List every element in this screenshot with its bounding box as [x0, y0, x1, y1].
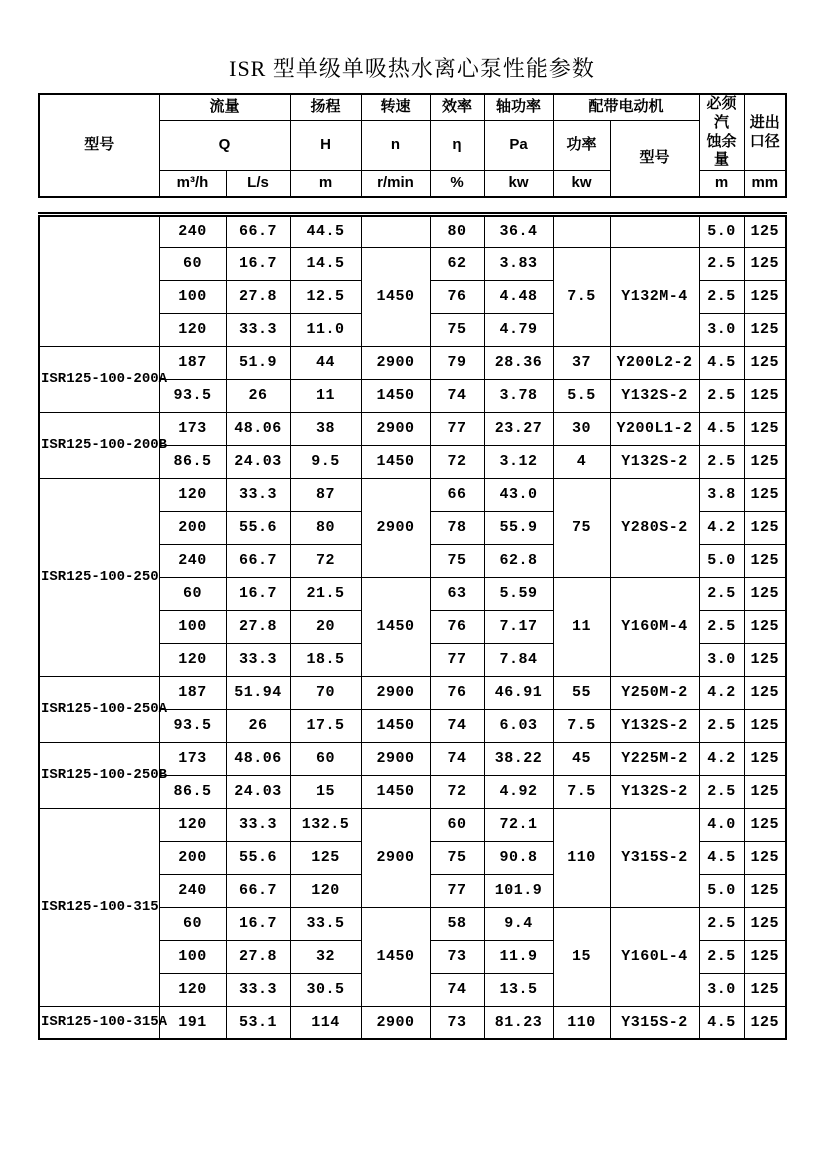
- table-cell: 38: [290, 412, 361, 445]
- table-cell: 33.3: [226, 313, 290, 346]
- header-table: [38, 93, 787, 198]
- table-cell: 75: [430, 544, 484, 577]
- efficiency-unit: %: [430, 171, 484, 197]
- table-row: [39, 412, 786, 445]
- table-cell: 200: [159, 841, 226, 874]
- table-cell: 125: [744, 280, 786, 313]
- table-cell: Y250M-2: [610, 676, 699, 709]
- table-cell: 60: [290, 742, 361, 775]
- table-cell: 77: [430, 412, 484, 445]
- table-cell: 87: [290, 478, 361, 511]
- table-cell: 27.8: [226, 610, 290, 643]
- col-header-port: [744, 94, 786, 171]
- table-cell: Y132S-2: [610, 775, 699, 808]
- table-cell: 4.5: [699, 346, 744, 379]
- table-row: [39, 214, 786, 247]
- table-cell: 55.6: [226, 841, 290, 874]
- table-cell: 100: [159, 940, 226, 973]
- table-cell: 33.3: [226, 973, 290, 1006]
- table-cell: 110: [553, 808, 610, 907]
- table-cell: 55.6: [226, 511, 290, 544]
- table-cell: 74: [430, 709, 484, 742]
- table-cell: Y132S-2: [610, 445, 699, 478]
- table-cell: 38.22: [484, 742, 553, 775]
- table-cell: 5.59: [484, 577, 553, 610]
- port-unit: mm: [744, 171, 786, 197]
- table-cell: 18.5: [290, 643, 361, 676]
- table-cell: 14.5: [290, 247, 361, 280]
- pump-model-cell: ISR125-100-250B: [39, 742, 159, 808]
- table-cell: 2.5: [699, 379, 744, 412]
- col-header-efficiency: 效率: [430, 94, 484, 120]
- table-cell: 2900: [361, 742, 430, 775]
- table-cell: 125: [744, 1006, 786, 1039]
- table-cell: 66.7: [226, 544, 290, 577]
- table-cell: 125: [744, 412, 786, 445]
- table-cell: 2900: [361, 676, 430, 709]
- table-cell: Y315S-2: [610, 1006, 699, 1039]
- table-cell: 9.4: [484, 907, 553, 940]
- table-cell: 48.06: [226, 412, 290, 445]
- table-cell: 75: [430, 841, 484, 874]
- table-cell: 3.0: [699, 643, 744, 676]
- col-header-model: 型号: [39, 94, 159, 197]
- table-cell: Y200L1-2: [610, 412, 699, 445]
- table-cell: 1450: [361, 445, 430, 478]
- table-cell: 125: [744, 610, 786, 643]
- pump-model-cell: [39, 214, 159, 346]
- table-cell: 73: [430, 940, 484, 973]
- table-cell: 5.5: [553, 379, 610, 412]
- table-cell: 125: [744, 379, 786, 412]
- table-cell: 16.7: [226, 907, 290, 940]
- table-cell: 72: [430, 775, 484, 808]
- table-cell: 60: [159, 577, 226, 610]
- table-cell: 36.4: [484, 214, 553, 247]
- table-cell: 80: [290, 511, 361, 544]
- data-table-body: [39, 214, 786, 1039]
- table-cell: 16.7: [226, 247, 290, 280]
- table-cell: 16.7: [226, 577, 290, 610]
- table-cell: 21.5: [290, 577, 361, 610]
- pump-model-cell: ISR125-100-315: [39, 808, 159, 1006]
- table-cell: 5.0: [699, 214, 744, 247]
- table-cell: 120: [290, 874, 361, 907]
- table-cell: 32: [290, 940, 361, 973]
- motor-power-unit: kw: [553, 171, 610, 197]
- table-cell: 3.0: [699, 313, 744, 346]
- table-cell: 43.0: [484, 478, 553, 511]
- table-cell: 173: [159, 412, 226, 445]
- table-cell: 125: [744, 709, 786, 742]
- table-row: [39, 742, 786, 775]
- table-cell: 120: [159, 478, 226, 511]
- table-cell: 62.8: [484, 544, 553, 577]
- npsh-label-line1: 必须汽: [706, 95, 737, 131]
- table-cell: 2.5: [699, 907, 744, 940]
- pump-model-cell: ISR125-100-200B: [39, 412, 159, 478]
- table-cell: 3.83: [484, 247, 553, 280]
- table-cell: 3.12: [484, 445, 553, 478]
- col-header-motor: 配带电动机: [553, 94, 699, 120]
- table-cell: 66.7: [226, 874, 290, 907]
- table-cell: 20: [290, 610, 361, 643]
- flow-unit-ls: L/s: [226, 171, 290, 197]
- table-cell: 125: [744, 808, 786, 841]
- col-header-speed: 转速: [361, 94, 430, 120]
- table-cell: 2.5: [699, 445, 744, 478]
- table-cell: 5.0: [699, 874, 744, 907]
- table-cell: 74: [430, 379, 484, 412]
- table-cell: 2.5: [699, 247, 744, 280]
- table-cell: 80: [430, 214, 484, 247]
- table-cell: 2900: [361, 412, 430, 445]
- table-cell: 26: [226, 709, 290, 742]
- shaft-power-symbol: Pa: [484, 120, 553, 171]
- header-row-1: [39, 94, 786, 120]
- table-cell: 60: [159, 907, 226, 940]
- table-cell: 90.8: [484, 841, 553, 874]
- table-cell: 7.5: [553, 247, 610, 346]
- table-cell: 4.2: [699, 511, 744, 544]
- table-cell: 33.5: [290, 907, 361, 940]
- table-cell: 11.9: [484, 940, 553, 973]
- table-cell: 33.3: [226, 478, 290, 511]
- table-cell: 55.9: [484, 511, 553, 544]
- table-cell: 1450: [361, 709, 430, 742]
- table-cell: 191: [159, 1006, 226, 1039]
- table-cell: Y132S-2: [610, 709, 699, 742]
- table-cell: 44: [290, 346, 361, 379]
- table-cell: 11: [553, 577, 610, 676]
- table-cell: 132.5: [290, 808, 361, 841]
- pump-model-cell: ISR125-100-315A: [39, 1006, 159, 1039]
- table-cell: Y132M-4: [610, 247, 699, 346]
- table-cell: 48.06: [226, 742, 290, 775]
- table-cell: 125: [744, 643, 786, 676]
- table-cell: 125: [744, 346, 786, 379]
- table-cell: 51.94: [226, 676, 290, 709]
- head-unit: m: [290, 171, 361, 197]
- table-cell: Y160M-4: [610, 577, 699, 676]
- table-cell: 93.5: [159, 709, 226, 742]
- motor-power-label: 功率: [553, 120, 610, 171]
- table-cell: 9.5: [290, 445, 361, 478]
- table-cell: 58: [430, 907, 484, 940]
- table-cell: 2.5: [699, 940, 744, 973]
- table-cell: 33.3: [226, 808, 290, 841]
- table-cell: 125: [744, 907, 786, 940]
- table-cell: 100: [159, 610, 226, 643]
- efficiency-symbol: η: [430, 120, 484, 171]
- table-cell: 27.8: [226, 280, 290, 313]
- table-cell: 15: [290, 775, 361, 808]
- table-cell: Y132S-2: [610, 379, 699, 412]
- table-cell: 63: [430, 577, 484, 610]
- table-cell: 60: [159, 247, 226, 280]
- motor-model-label: 型号: [610, 120, 699, 197]
- table-cell: 37: [553, 346, 610, 379]
- table-cell: 13.5: [484, 973, 553, 1006]
- table-cell: 24.03: [226, 445, 290, 478]
- table-cell: 1450: [361, 247, 430, 346]
- table-cell: 125: [744, 511, 786, 544]
- table-cell: Y160L-4: [610, 907, 699, 1006]
- table-cell: 23.27: [484, 412, 553, 445]
- table-cell: 51.9: [226, 346, 290, 379]
- table-cell: 86.5: [159, 445, 226, 478]
- table-cell: 2.5: [699, 775, 744, 808]
- table-cell: 28.36: [484, 346, 553, 379]
- table-cell: 125: [744, 214, 786, 247]
- head-symbol: H: [290, 120, 361, 171]
- table-cell: 1450: [361, 775, 430, 808]
- table-cell: 81.23: [484, 1006, 553, 1039]
- table-cell: 30: [553, 412, 610, 445]
- table-cell: 125: [744, 973, 786, 1006]
- col-header-head: 扬程: [290, 94, 361, 120]
- table-cell: Y200L2-2: [610, 346, 699, 379]
- shaft-power-unit: kw: [484, 171, 553, 197]
- table-cell: 72.1: [484, 808, 553, 841]
- table-cell: Y225M-2: [610, 742, 699, 775]
- table-cell: 4.48: [484, 280, 553, 313]
- table-cell: Y315S-2: [610, 808, 699, 907]
- table-cell: 4.79: [484, 313, 553, 346]
- table-cell: [361, 214, 430, 247]
- table-cell: 200: [159, 511, 226, 544]
- table-row: [39, 808, 786, 841]
- table-cell: 72: [290, 544, 361, 577]
- table-cell: 11: [290, 379, 361, 412]
- table-cell: 3.0: [699, 973, 744, 1006]
- table-cell: 4: [553, 445, 610, 478]
- speed-symbol: n: [361, 120, 430, 171]
- table-cell: 33.3: [226, 643, 290, 676]
- table-cell: 55: [553, 676, 610, 709]
- table-cell: 125: [744, 544, 786, 577]
- table-cell: 7.17: [484, 610, 553, 643]
- table-cell: 76: [430, 280, 484, 313]
- table-cell: 73: [430, 1006, 484, 1039]
- npsh-label-line2: 蚀余量: [706, 132, 737, 169]
- table-cell: 66.7: [226, 214, 290, 247]
- table-cell: 114: [290, 1006, 361, 1039]
- table-cell: 74: [430, 742, 484, 775]
- table-cell: 2900: [361, 478, 430, 577]
- table-cell: 77: [430, 643, 484, 676]
- table-cell: 79: [430, 346, 484, 379]
- table-cell: 1450: [361, 577, 430, 676]
- table-cell: [610, 214, 699, 247]
- table-cell: 4.5: [699, 1006, 744, 1039]
- col-header-shaft-power: 轴功率: [484, 94, 553, 120]
- pump-model-cell: ISR125-100-200A: [39, 346, 159, 412]
- col-header-npsh: [699, 94, 744, 171]
- table-cell: 125: [290, 841, 361, 874]
- table-cell: 30.5: [290, 973, 361, 1006]
- table-cell: 120: [159, 808, 226, 841]
- table-cell: 4.0: [699, 808, 744, 841]
- table-cell: 120: [159, 313, 226, 346]
- col-header-flow: 流量: [159, 94, 290, 120]
- table-cell: 125: [744, 247, 786, 280]
- table-cell: 100: [159, 280, 226, 313]
- table-row: [39, 1006, 786, 1039]
- table-cell: 46.91: [484, 676, 553, 709]
- table-cell: 125: [744, 742, 786, 775]
- table-cell: 44.5: [290, 214, 361, 247]
- table-cell: 240: [159, 214, 226, 247]
- table-cell: 4.5: [699, 412, 744, 445]
- table-cell: 187: [159, 346, 226, 379]
- table-cell: 1450: [361, 379, 430, 412]
- pump-model-cell: ISR125-100-250A: [39, 676, 159, 742]
- table-cell: 125: [744, 676, 786, 709]
- table-cell: 2900: [361, 346, 430, 379]
- table-cell: 75: [553, 478, 610, 577]
- table-cell: 15: [553, 907, 610, 1006]
- table-cell: 4.5: [699, 841, 744, 874]
- table-cell: 6.03: [484, 709, 553, 742]
- table-cell: 2900: [361, 1006, 430, 1039]
- table-cell: 3.8: [699, 478, 744, 511]
- table-cell: 101.9: [484, 874, 553, 907]
- table-cell: 173: [159, 742, 226, 775]
- table-cell: 60: [430, 808, 484, 841]
- table-cell: 26: [226, 379, 290, 412]
- table-cell: 2.5: [699, 280, 744, 313]
- table-cell: 24.03: [226, 775, 290, 808]
- table-row: [39, 346, 786, 379]
- npsh-unit: m: [699, 171, 744, 197]
- table-cell: 53.1: [226, 1006, 290, 1039]
- table-cell: 66: [430, 478, 484, 511]
- table-cell: [553, 214, 610, 247]
- table-cell: 240: [159, 874, 226, 907]
- table-cell: 62: [430, 247, 484, 280]
- table-cell: 125: [744, 478, 786, 511]
- port-label-line1: 进出: [749, 113, 780, 131]
- flow-symbol: Q: [159, 120, 290, 171]
- table-cell: 7.5: [553, 709, 610, 742]
- table-cell: 74: [430, 973, 484, 1006]
- table-cell: 4.2: [699, 742, 744, 775]
- page-title: ISR 型单级单吸热水离心泵性能参数: [229, 56, 595, 81]
- table-cell: 125: [744, 775, 786, 808]
- table-cell: 5.0: [699, 544, 744, 577]
- table-row: [39, 478, 786, 511]
- speed-unit: r/min: [361, 171, 430, 197]
- table-cell: 110: [553, 1006, 610, 1039]
- table-cell: 76: [430, 676, 484, 709]
- table-cell: 125: [744, 940, 786, 973]
- table-cell: 2.5: [699, 610, 744, 643]
- table-cell: 27.8: [226, 940, 290, 973]
- table-row: [39, 676, 786, 709]
- table-cell: 77: [430, 874, 484, 907]
- table-cell: 125: [744, 313, 786, 346]
- table-cell: 76: [430, 610, 484, 643]
- table-cell: 17.5: [290, 709, 361, 742]
- table-cell: 11.0: [290, 313, 361, 346]
- table-cell: 125: [744, 445, 786, 478]
- table-cell: 72: [430, 445, 484, 478]
- table-cell: 12.5: [290, 280, 361, 313]
- table-cell: 125: [744, 841, 786, 874]
- table-cell: 70: [290, 676, 361, 709]
- table-cell: 3.78: [484, 379, 553, 412]
- table-cell: 75: [430, 313, 484, 346]
- table-cell: 86.5: [159, 775, 226, 808]
- table-cell: 125: [744, 577, 786, 610]
- table-cell: 4.2: [699, 676, 744, 709]
- table-cell: 2900: [361, 808, 430, 907]
- table-cell: 120: [159, 643, 226, 676]
- table-cell: 45: [553, 742, 610, 775]
- table-cell: 1450: [361, 907, 430, 1006]
- table-cell: 120: [159, 973, 226, 1006]
- table-cell: 78: [430, 511, 484, 544]
- table-cell: 125: [744, 874, 786, 907]
- table-cell: 2.5: [699, 577, 744, 610]
- table-cell: 187: [159, 676, 226, 709]
- table-cell: 2.5: [699, 709, 744, 742]
- table-cell: 7.5: [553, 775, 610, 808]
- pump-model-cell: ISR125-100-250: [39, 478, 159, 676]
- table-cell: 93.5: [159, 379, 226, 412]
- data-table: [38, 212, 787, 1041]
- flow-unit-m3h: m³/h: [159, 171, 226, 197]
- port-label-line2: 口径: [749, 132, 780, 150]
- table-cell: 7.84: [484, 643, 553, 676]
- table-cell: 240: [159, 544, 226, 577]
- table-cell: 4.92: [484, 775, 553, 808]
- table-cell: Y280S-2: [610, 478, 699, 577]
